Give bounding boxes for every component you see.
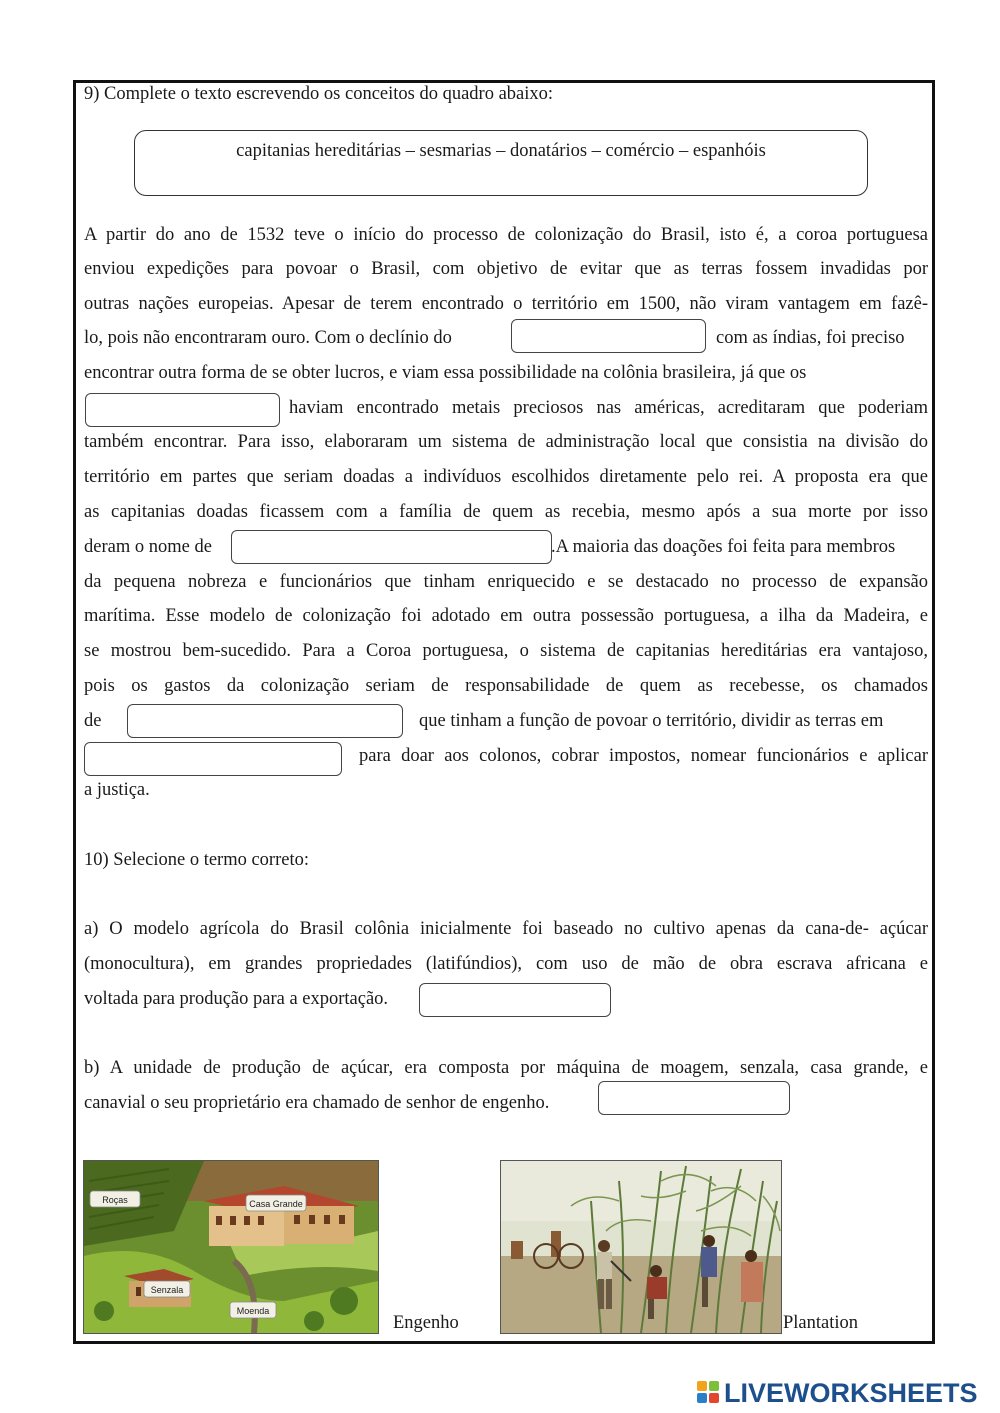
liveworksheets-brand: LIVEWORKSHEETS xyxy=(724,1377,978,1408)
question-b-line: canavial o seu proprietário era chamado de senhor de engenho. xyxy=(84,1093,550,1113)
map-label-senzala: Senzala xyxy=(150,1285,184,1295)
blank-sesmarias-input[interactable] xyxy=(84,742,342,776)
answer-a-select[interactable] xyxy=(419,983,611,1017)
engenho-illustration xyxy=(83,1160,379,1334)
blank-comercio-input[interactable] xyxy=(511,319,706,353)
word-bank-text: capitanias hereditárias – sesmarias – donatários – comércio – espanhóis xyxy=(236,141,766,161)
engenho-caption: Engenho xyxy=(393,1313,459,1333)
plantation-illustration xyxy=(500,1160,782,1334)
blank-espanhois-input[interactable] xyxy=(85,393,280,427)
liveworksheets-logo-icon xyxy=(697,1381,721,1405)
paragraph-text: que tinham a função de povoar o território, dividir as terras em xyxy=(419,711,884,731)
paragraph-text: para doar aos colonos, cobrar impostos, nomear funcionários e aplicar xyxy=(359,746,928,766)
paragraph-line: marítima. Esse modelo de colonização foi adotado em outra possessão portuguesa, a ilha da Madeira, e xyxy=(84,606,928,626)
paragraph-line: enviou expedições para povoar o Brasil, com objetivo de evitar que as terras fossem invadidas por xyxy=(84,259,928,279)
paragraph-text: de xyxy=(84,711,102,731)
paragraph-text: haviam encontrado metais preciosos nas américas, acreditaram que poderiam xyxy=(289,398,928,418)
question-9-title: 9) Complete o texto escrevendo os conceitos do quadro abaixo: xyxy=(84,84,554,104)
paragraph-line: também encontrar. Para isso, elaboraram um sistema de administração local que consistia na divisão do xyxy=(84,432,928,452)
question-a-line: a) O modelo agrícola do Brasil colônia inicialmente foi baseado no cultivo apenas da cana-de- açúcar xyxy=(84,919,928,939)
map-label-rocas: Roças xyxy=(102,1195,128,1205)
paragraph-text: .A maioria das doações foi feita para membros xyxy=(551,537,896,557)
question-a-line: voltada para produção para a exportação. xyxy=(84,989,389,1009)
map-label-casa-grande: Casa Grande xyxy=(249,1199,303,1209)
map-label-moenda: Moenda xyxy=(236,1306,270,1316)
paragraph-line: A partir do ano de 1532 teve o início do processo de colonização do Brasil, isto é, a coroa portuguesa xyxy=(84,225,928,245)
paragraph-line: encontrar outra forma de se obter lucros, e viam essa possibilidade na colônia brasileira, já que os xyxy=(84,363,807,383)
paragraph-line: a justiça. xyxy=(84,780,150,800)
paragraph-line: território em partes que seriam doadas a indivíduos escolhidos diretamente pelo rei. A proposta era que xyxy=(84,467,928,487)
paragraph-line: da pequena nobreza e funcionários que tinham enriquecido e se destacado no processo de expansão xyxy=(84,572,928,592)
paragraph-text: deram o nome de xyxy=(84,537,212,557)
answer-b-select[interactable] xyxy=(598,1081,790,1115)
paragraph-line: outras nações europeias. Apesar de terem encontrado o território em 1500, não viram vantagem em fazê- xyxy=(84,294,928,314)
paragraph-line: pois os gastos da colonização seriam de responsabilidade de quem as recebesse, os chamados xyxy=(84,676,928,696)
question-10-title: 10) Selecione o termo correto: xyxy=(84,850,309,870)
word-bank xyxy=(134,130,868,196)
paragraph-line: se mostrou bem-sucedido. Para a Coroa portuguesa, o sistema de capitanias hereditárias era vantajoso, xyxy=(84,641,928,661)
paragraph-line: as capitanias doadas ficassem com a família de quem as recebia, mesmo após a sua morte por isso xyxy=(84,502,928,522)
plantation-caption: Plantation xyxy=(783,1313,859,1333)
paragraph-text: com as índias, foi preciso xyxy=(716,328,905,348)
blank-donatarios-input[interactable] xyxy=(127,704,403,738)
blank-capitanias-input[interactable] xyxy=(231,530,552,564)
question-b-line: b) A unidade de produção de açúcar, era composta por máquina de moagem, senzala, casa grande, e xyxy=(84,1058,928,1078)
question-a-line: (monocultura), em grandes propriedades (latifúndios), com uso de mão de obra escrava africana e xyxy=(84,954,928,974)
liveworksheets-logo xyxy=(697,1377,978,1409)
paragraph-text: lo, pois não encontraram ouro. Com o declínio do xyxy=(84,328,452,348)
